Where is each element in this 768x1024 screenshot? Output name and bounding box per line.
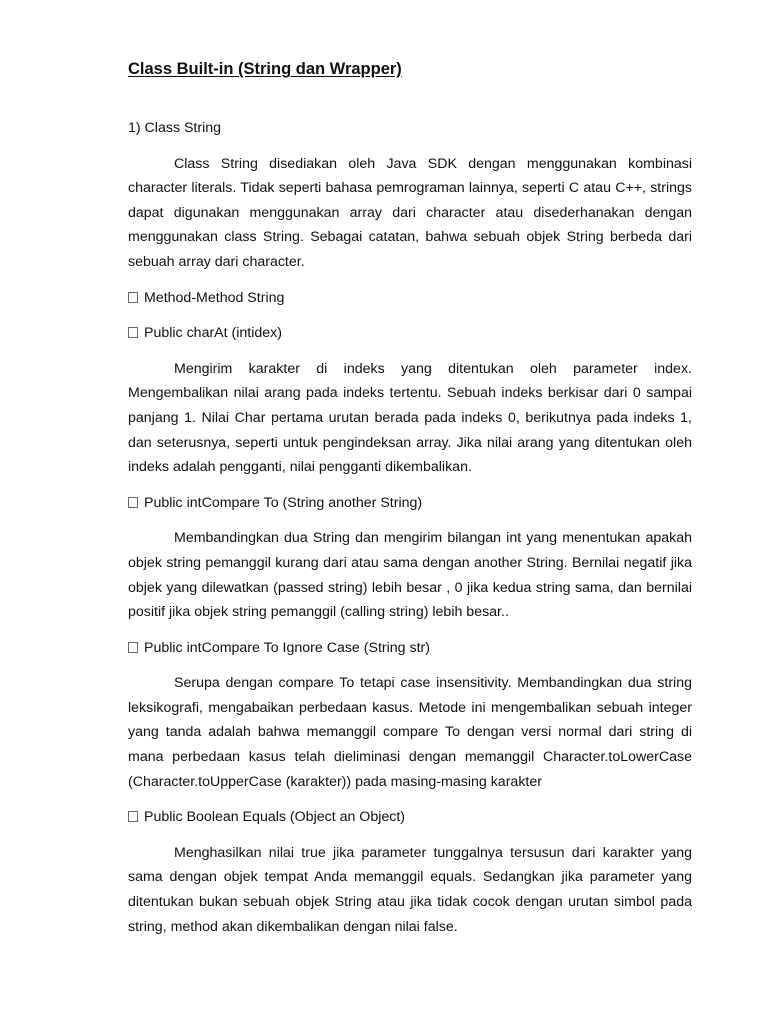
bullet-box-icon (128, 811, 138, 822)
bullet-methods (128, 286, 692, 311)
bullet-compareignore (128, 636, 692, 661)
paragraph-compareto: Membandingkan dua String dan mengirim bilangan int yang menentukan apakah objek string pemanggil kurang dari atau sama dengan another String. Bernilai negatif jika objek yang dilewatkan (passed string) lebih besar , 0 jika kedua string sama, dan bernilai positif jika objek string pemanggil (calling string) lebih besar.. (128, 530, 692, 621)
bullet-charat-label: Public charAt (intidex) (144, 325, 282, 342)
section-heading: 1) Class String (128, 120, 222, 136)
bullet-box-icon (128, 292, 138, 303)
bullet-equals (128, 805, 692, 830)
bullet-compareto (128, 491, 692, 516)
bullet-box-icon (128, 497, 138, 508)
paragraph-intro: Class String disediakan oleh Java SDK dengan menggunakan kombinasi character literals. Tidak seperti bahasa pemrograman lainnya, seperti C atau C++, strings dapat digunakan menggunakan array dari character atau disederhanakan dengan menggunakan class String. Sebagai catatan, bahwa sebuah objek String berbeda dari sebuah array dari character. (128, 155, 692, 270)
bullet-compareignore-label: Public intCompare To Ignore Case (String str) (144, 639, 430, 656)
bullet-charat (128, 321, 692, 346)
bullet-box-icon (128, 642, 138, 653)
paragraph-charat: Mengirim karakter di indeks yang ditentukan oleh parameter index. Mengembalikan nilai arang pada indeks tertentu. Sebuah indeks berkisar dari 0 sampai panjang 1. Nilai Char pertama urutan berada pada indeks 0, berikutnya pada indeks 1, dan seterusnya, seperti untuk pengindeksan array. Jika nilai arang yang ditentukan oleh indeks adalah pengganti, nilai pengganti dikembalikan. (128, 360, 692, 476)
paragraph-compareignore: Serupa dengan compare To tetapi case insensitivity. Membandingkan dua string leksikografi, mengabaikan perbedaan kasus. Metode ini mengembalikan sebuah integer yang tanda adalah bahwa memanggil compare To dengan versi normal dari string di mana perbedaan kasus telah dieliminasi dengan memanggil Character.toLowerCase (Character.toUpperCase (karakter)) pada masing-masing karakter (128, 675, 692, 790)
paragraph-equals: Menghasilkan nilai true jika parameter tunggalnya tersusun dari karakter yang sama dengan objek tempat Anda memanggil equals. Sedangkan jika parameter yang ditentukan bukan sebuah objek String atau jika tidak cocok dengan urutan simbol pada string, method akan dikembalikan dengan nilai false. (128, 844, 692, 935)
bullet-box-icon (128, 327, 138, 338)
bullet-equals-label: Public Boolean Equals (Object an Object) (144, 809, 406, 826)
document-page (128, 52, 692, 950)
bullet-methods-label: Method-Method String (144, 289, 285, 306)
bullet-compareto-label: Public intCompare To (String another String) (144, 494, 423, 511)
document-title: Class Built-in (String dan Wrapper) (128, 60, 402, 78)
